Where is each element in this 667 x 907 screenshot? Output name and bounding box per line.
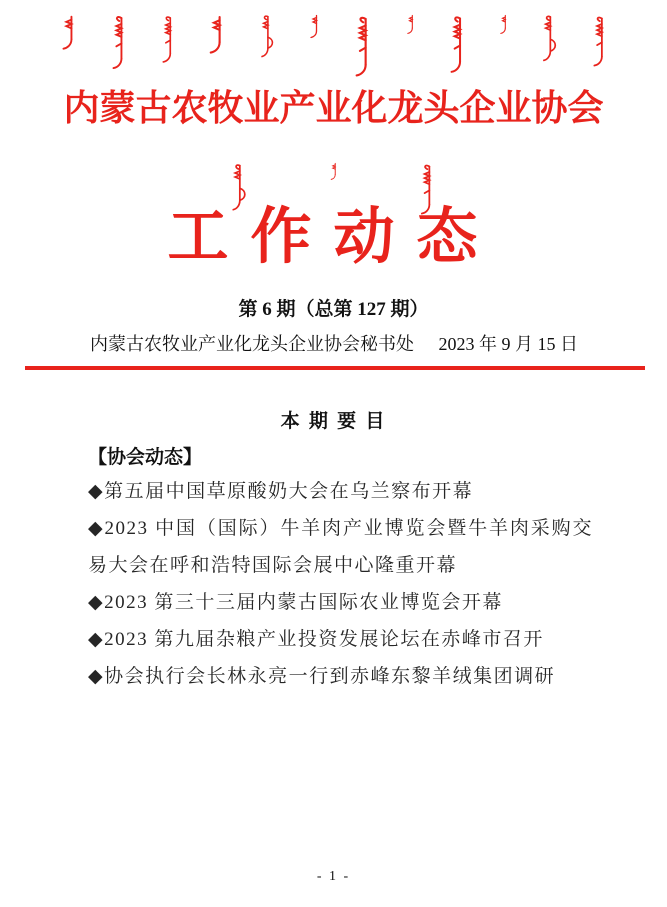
contents-item: ◆协会执行会长林永亮一行到赤峰东黎羊绒集团调研	[88, 666, 556, 687]
org-name-title: 内蒙古农牧业产业化龙头企业协会	[63, 88, 604, 128]
publisher-name: 内蒙古农牧业产业化龙头企业协会秘书处	[90, 334, 414, 354]
mongolian-word-icon	[330, 161, 338, 181]
mongolian-word-icon	[593, 13, 608, 69]
contents-item: ◆2023 第九届杂粮产业投资发展论坛在赤峰市召开	[88, 629, 544, 650]
mongolian-word-icon	[355, 13, 373, 79]
section-label-association-news: 【协会动态】	[88, 447, 203, 468]
mongolian-word-icon	[450, 13, 467, 75]
mongolian-word-icon	[112, 13, 128, 71]
contents-list	[88, 473, 593, 695]
contents-item: ◆第五届中国草原酸奶大会在乌兰察布开幕	[88, 481, 474, 502]
contents-item: ◆2023 第三十三届内蒙古国际农业博览会开幕	[88, 592, 503, 613]
mongolian-word-icon	[162, 13, 176, 65]
mongolian-word-icon	[261, 13, 276, 59]
publication-date: 2023 年 9 月 15 日	[438, 334, 578, 354]
bulletin-title: 工作动态	[167, 204, 500, 271]
red-divider-rule	[25, 366, 645, 370]
mongolian-word-icon	[62, 13, 78, 51]
page-number: - 1 -	[316, 869, 351, 884]
mongolian-word-icon	[209, 13, 227, 55]
contents-heading: 本 期 要 目	[280, 411, 387, 432]
issue-number: 第 6 期（总第 127 期）	[238, 299, 429, 320]
mongolian-word-icon	[407, 13, 416, 35]
publication-meta-row	[90, 330, 578, 356]
mongolian-script-row-top	[62, 13, 608, 79]
mongolian-word-icon	[500, 13, 509, 35]
mongolian-word-icon	[310, 13, 321, 39]
contents-item: ◆2023 中国（国际）牛羊肉产业博览会暨牛羊肉采购交易大会在呼和浩特国际会展中心隆重开幕	[88, 518, 593, 576]
mongolian-word-icon	[543, 13, 559, 63]
